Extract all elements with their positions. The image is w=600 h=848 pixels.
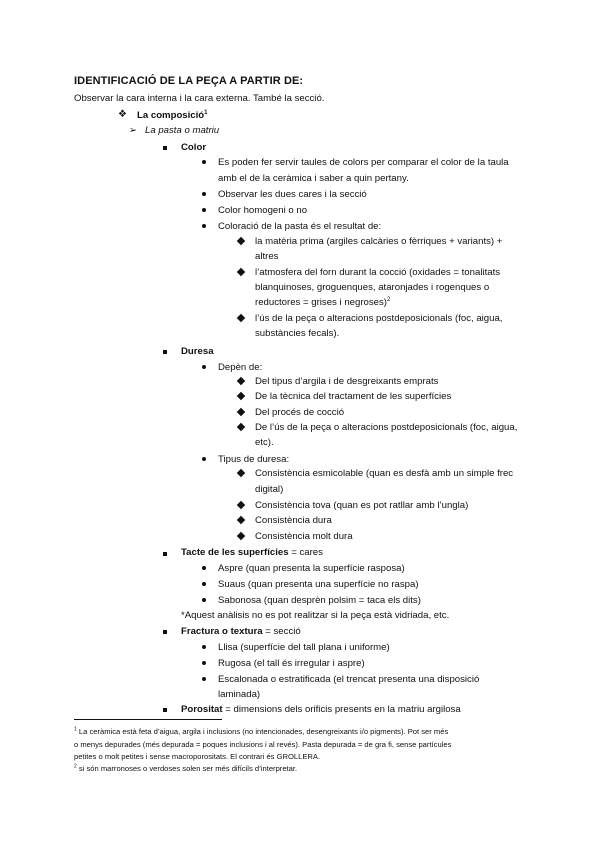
diamond-bullet-icon <box>237 469 245 477</box>
square-bullet-icon <box>163 630 167 634</box>
coloracio-sub-2-end: reductores = grises i negroses)$^2$ <box>255 296 391 308</box>
duresa-tipus: Tipus de duresa: <box>218 454 290 465</box>
round-bullet-icon <box>202 365 206 369</box>
page-title: IDENTIFICACIÓ DE LA PEÇA A PARTIR DE: <box>74 75 304 87</box>
fractura-item-2: Rugosa (el tall és irregular i aspre) <box>218 658 365 669</box>
diamond-bullet-icon <box>237 314 245 322</box>
round-bullet-icon <box>202 208 206 212</box>
color-item-3: Color homogeni o no <box>218 205 308 216</box>
diamond-bullet-icon <box>237 237 245 245</box>
heading-tacte: Tacte de les superfícies = cares <box>181 547 323 558</box>
round-bullet-icon <box>202 582 206 586</box>
round-bullet-icon <box>202 661 206 665</box>
four-diamond-bullet-icon: ❖ <box>118 109 127 120</box>
tipus-item-1-cont: digital) <box>255 484 284 495</box>
tacte-item-1: Aspre (quan presenta la superfície rasposa) <box>218 563 405 574</box>
intro-text: Observar la cara interna i la cara externa. També la secció. <box>74 93 325 104</box>
diamond-bullet-icon <box>237 516 245 524</box>
heading-duresa: Duresa <box>181 346 214 357</box>
fractura-item-3-cont: laminada) <box>218 689 261 700</box>
coloracio-sub-1-cont: altres <box>255 251 279 262</box>
round-bullet-icon <box>202 677 206 681</box>
footnote-1-line-3: petites o molt petites i sense macroporositats. El contrari és GROLLERA. <box>74 752 321 761</box>
square-bullet-icon <box>163 350 167 354</box>
subsection-pasta: La pasta o matriu <box>145 125 220 136</box>
tacte-note: *Aquest anàlisis no es pot realitzar si la peça està vidriada, etc. <box>181 610 450 621</box>
heading-porositat: Porositat = dimensions dels orificis presents en la matriu argilosa <box>181 704 461 715</box>
coloracio-sub-1: la matèria prima (argiles calcàries o fèrriques + variants) + <box>255 236 503 247</box>
color-item-1-cont: amb el de la ceràmica i saber a quin pertany. <box>218 173 409 184</box>
coloracio-sub-3-cont: substàncies fecals). <box>255 328 340 339</box>
color-item-4: Coloració de la pasta és el resultat de: <box>218 221 382 232</box>
tipus-item-4: Consistència molt dura <box>255 531 353 542</box>
coloracio-sub-2-cont: blanquinoses, groguenques, ataronjades i rogenques o <box>255 282 490 293</box>
round-bullet-icon <box>202 160 206 164</box>
round-bullet-icon <box>202 645 206 649</box>
coloracio-sub-2: l’atmosfera del forn durant la cocció (oxidades = tonalitats <box>255 267 501 278</box>
arrow-bullet-icon: ➢ <box>129 125 138 136</box>
fractura-item-3: Escalonada o estratificada (el trencat presenta una disposició <box>218 674 480 685</box>
fractura-item-1: Llisa (superfície del tall plana i uniforme) <box>218 642 390 653</box>
diamond-bullet-icon <box>237 392 245 400</box>
heading-color: Color <box>181 142 207 153</box>
square-bullet-icon <box>163 552 167 556</box>
tipus-item-1: Consistència esmicolable (quan es desfà amb un simple frec <box>255 468 514 479</box>
tipus-item-2: Consistència tova (quan es pot ratllar amb l’ungla) <box>255 500 469 511</box>
depen-item-2: De la tècnica del tractament de les superfícies <box>255 391 452 402</box>
section-composicio: La composició$^1$ <box>137 109 208 121</box>
color-item-2: Observar les dues cares i la secció <box>218 189 367 200</box>
round-bullet-icon <box>202 598 206 602</box>
tacte-item-2: Suaus (quan presenta una superfície no raspa) <box>218 579 419 590</box>
diamond-bullet-icon <box>237 423 245 431</box>
duresa-depen: Depèn de: <box>218 362 263 373</box>
square-bullet-icon <box>163 708 167 712</box>
footnote-2: $^2$ si són marronoses o verdoses solen ser més difícils d’interpretar. <box>74 763 298 773</box>
round-bullet-icon <box>202 457 206 461</box>
color-item-1: Es poden fer servir taules de colors per comparar el color de la taula <box>218 157 509 168</box>
diamond-bullet-icon <box>237 408 245 416</box>
tipus-item-3: Consistència dura <box>255 515 332 526</box>
depen-item-4-cont: etc). <box>255 437 274 448</box>
round-bullet-icon <box>202 192 206 196</box>
round-bullet-icon <box>202 224 206 228</box>
square-bullet-icon <box>163 146 167 150</box>
depen-item-4: De l’ús de la peça o alteracions postdeposicionals (foc, aigua, <box>255 422 518 433</box>
depen-item-1: Del tipus d’argila i de desgreixants emprats <box>255 376 439 387</box>
diamond-bullet-icon <box>237 532 245 540</box>
diamond-bullet-icon <box>237 268 245 276</box>
footnote-1: $^1$ La ceràmica està feta d’aigua, argila i inclusions (no intencionades, desengreixants i/o pigments). Pot ser més <box>74 726 449 736</box>
footnote-separator <box>74 719 222 720</box>
round-bullet-icon <box>202 566 206 570</box>
diamond-bullet-icon <box>237 377 245 385</box>
coloracio-sub-3: l’ús de la peça o alteracions postdeposicionals (foc, aigua, <box>255 313 503 324</box>
depen-item-3: Del procés de cocció <box>255 407 345 418</box>
diamond-bullet-icon <box>237 501 245 509</box>
tacte-item-3: Sabonosa (quan desprèn polsim = taca els dits) <box>218 595 421 606</box>
footnote-1-line-2: o menys depurades (més depurada = poques inclusions i al revés). Pasta depurada = de gra fi, sense partícules <box>74 740 452 749</box>
heading-fractura: Fractura o textura = secció <box>181 626 301 637</box>
